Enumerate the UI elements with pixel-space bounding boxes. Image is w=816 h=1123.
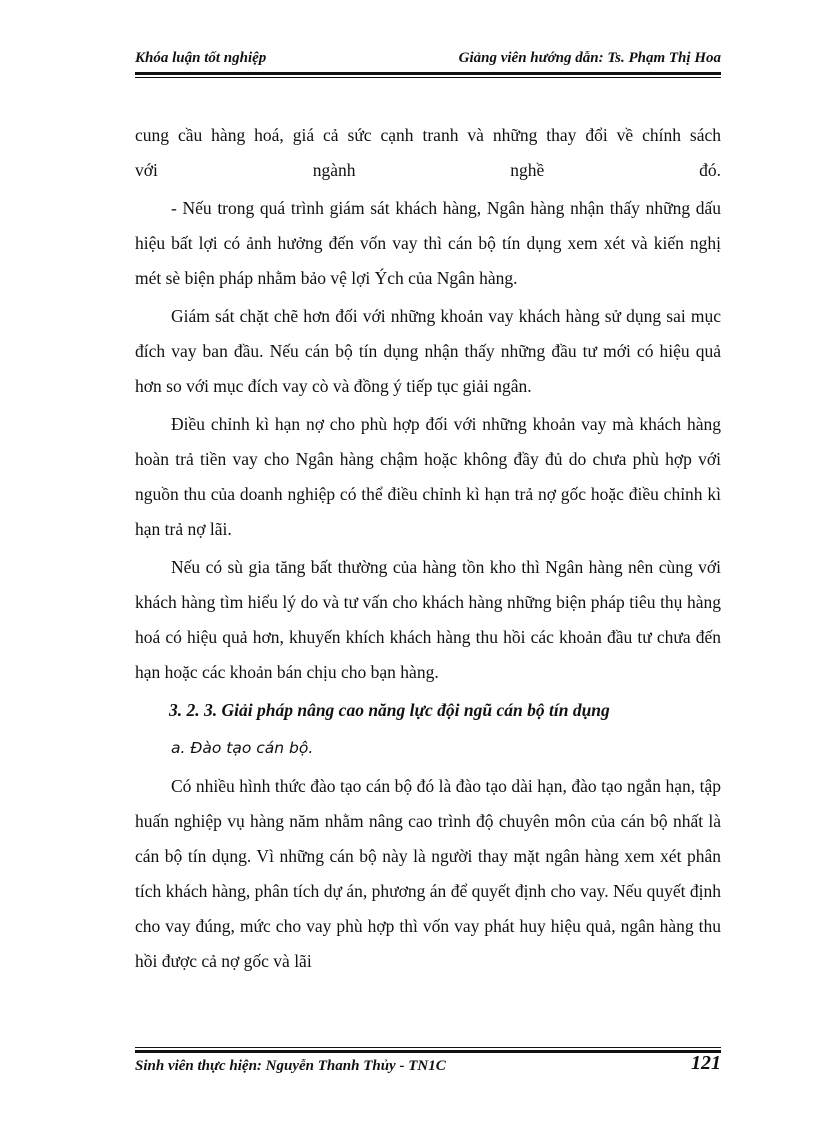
footer-rule-thick xyxy=(135,1050,721,1053)
document-body xyxy=(135,118,721,982)
header-thesis-title: Khóa luận tốt nghiệp xyxy=(135,50,267,66)
paragraph-4: Điều chỉnh kì hạn nợ cho phù hợp đối với những khoản vay mà khách hàng hoàn trả tiền vay cho Ngân hàng chậm hoặc không đầy đủ do chưa phù hợp với nguồn thu của doanh nghiệp có thể điều chỉnh kì hạn trả nợ gốc hoặc điều chỉnh kì hạn trả nợ lãi. xyxy=(135,414,721,539)
footer-rule-thin xyxy=(135,1047,721,1048)
paragraph-1-line-2: với ngành nghề đó. xyxy=(135,160,721,180)
section-heading: 3. 2. 3. Giải pháp nâng cao năng lực đội ngũ cán bộ tín dụng xyxy=(169,700,610,720)
paragraph-5: Nếu có sù gia tăng bất thường của hàng tồn kho thì Ngân hàng nên cùng với khách hàng tìm hiểu lý do và tư vấn cho khách hàng những biện pháp tiêu thụ hàng hoá có hiệu quả hơn, khuyến khích khách hàng thu hồi các khoản đầu tư chưa đến hạn hoặc các khoản bán chịu cho bạn hàng. xyxy=(135,557,721,682)
subheading: a. Đào tạo cán bộ. xyxy=(171,739,314,757)
paragraph-3: Giám sát chặt chẽ hơn đối với những khoản vay khách hàng sử dụng sai mục đích vay ban đầu. Nếu cán bộ tín dụng nhận thấy những đầu tư mới có hiệu quả hơn so với mục đích vay cò và đồng ý tiếp tục giải ngân. xyxy=(135,306,721,396)
paragraph-1-line-1: cung cầu hàng hoá, giá cả sức cạnh tranh và những thay đổi về chính sách xyxy=(135,125,721,145)
header-rule-thin xyxy=(135,77,721,78)
page-header xyxy=(135,48,721,72)
paragraph-2: - Nếu trong quá trình giám sát khách hàng, Ngân hàng nhận thấy những dấu hiệu bất lợi có ảnh hưởng đến vốn vay thì cán bộ tín dụng xem xét và kiến nghị mét sè biện pháp nhằm bảo vệ lợi Ých của Ngân hàng. xyxy=(135,198,721,288)
page-footer xyxy=(135,1054,721,1080)
footer-student: Sinh viên thực hiện: Nguyễn Thanh Thủy - TN1C xyxy=(135,1058,446,1074)
page-number: 121 xyxy=(691,1052,721,1074)
header-rule-thick xyxy=(135,72,721,75)
paragraph-6: Có nhiều hình thức đào tạo cán bộ đó là đào tạo dài hạn, đào tạo ngắn hạn, tập huấn nghiệp vụ hàng năm nhằm nâng cao trình độ chuyên môn của cán bộ nhất là cán bộ tín dụng. Vì những cán bộ này là người thay mặt ngân hàng xem xét phân tích khách hàng, phân tích dự án, phương án để quyết định cho vay. Nếu quyết định cho vay đúng, mức cho vay phù hợp thì vốn vay phát huy hiệu quả, ngân hàng thu hồi được cả nợ gốc và lãi xyxy=(135,776,721,971)
header-supervisor: Giảng viên hướng dẫn: Ts. Phạm Thị Hoa xyxy=(458,50,721,66)
